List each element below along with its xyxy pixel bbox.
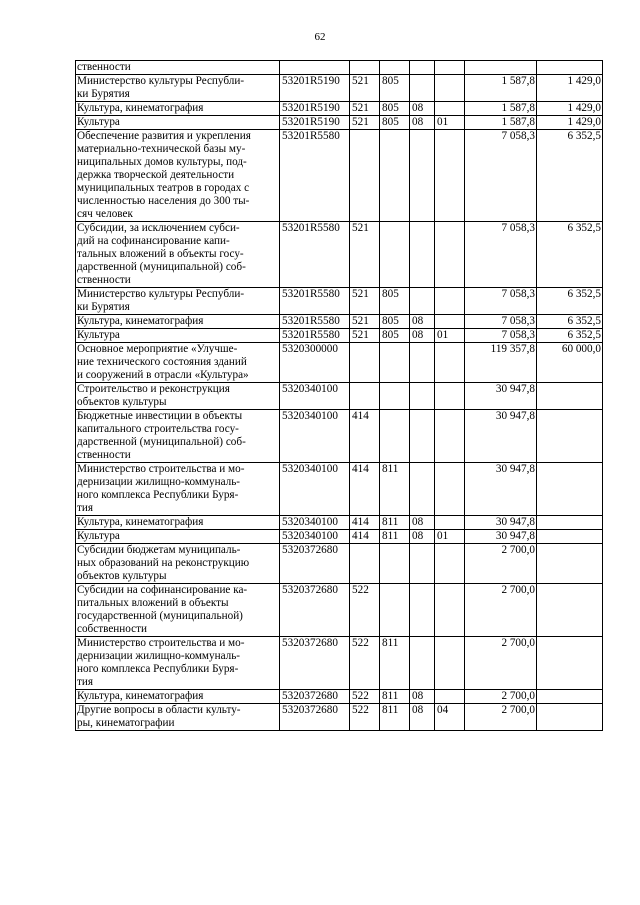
grbs-cell: 805 <box>380 329 410 343</box>
table-row <box>76 343 603 383</box>
grbs-cell: 805 <box>380 75 410 102</box>
vr-cell <box>350 544 380 584</box>
item-name-line: ние технического состояния зданий <box>77 356 247 368</box>
pr-cell <box>435 410 465 463</box>
grbs-cell <box>380 383 410 410</box>
table-row <box>76 704 603 731</box>
csr-cell: 5320372680 <box>280 690 350 704</box>
item-name-cell <box>76 463 280 516</box>
grbs-cell: 811 <box>380 463 410 516</box>
amount-cell-2: 6 352,5 <box>537 315 603 329</box>
amount-cell-2 <box>537 383 603 410</box>
pr-cell: 01 <box>435 530 465 544</box>
rz-cell <box>410 463 435 516</box>
amount-cell: 30 947,8 <box>465 410 537 463</box>
item-name-line: Министерство строительства и мо- <box>77 637 245 649</box>
amount-cell: 2 700,0 <box>465 584 537 637</box>
item-name-line: Культура <box>77 329 120 341</box>
amount-cell-2: 6 352,5 <box>537 222 603 288</box>
item-name-line: ки Бурятия <box>77 88 130 100</box>
vr-cell <box>350 383 380 410</box>
pr-cell <box>435 75 465 102</box>
pr-cell <box>435 584 465 637</box>
item-name-line: Культура, кинематография <box>77 102 204 114</box>
amount-cell: 1 587,8 <box>465 75 537 102</box>
item-name-line: дий на софинансирование капи- <box>77 235 230 247</box>
rz-cell: 08 <box>410 315 435 329</box>
rz-cell <box>410 637 435 690</box>
vr-cell: 521 <box>350 329 380 343</box>
item-name-line: Культура, кинематография <box>77 516 204 528</box>
pr-cell <box>435 102 465 116</box>
item-name-cell <box>76 690 280 704</box>
item-name-line: и сооружений в отрасли «Культура» <box>77 369 249 381</box>
item-name-line: Строительство и реконструкция <box>77 383 230 395</box>
csr-cell: 5320372680 <box>280 637 350 690</box>
item-name-cell <box>76 544 280 584</box>
vr-cell: 522 <box>350 584 380 637</box>
pr-cell: 04 <box>435 704 465 731</box>
item-name-line: дарственной (муниципальной) соб- <box>77 436 246 448</box>
rz-cell <box>410 61 435 75</box>
item-name-cell <box>76 704 280 731</box>
amount-cell: 1 587,8 <box>465 102 537 116</box>
amount-cell: 2 700,0 <box>465 704 537 731</box>
item-name-line: собственности <box>77 623 147 635</box>
vr-cell: 521 <box>350 75 380 102</box>
table-row <box>76 102 603 116</box>
amount-cell-2: 6 352,5 <box>537 329 603 343</box>
amount-cell-2: 6 352,5 <box>537 130 603 222</box>
item-name-line: ственности <box>77 449 131 461</box>
rz-cell <box>410 584 435 637</box>
amount-cell: 2 700,0 <box>465 690 537 704</box>
item-name-line: Субсидии, за исключением субси- <box>77 222 240 234</box>
item-name-line: Культура <box>77 530 120 542</box>
item-name-line: объектов культуры <box>77 570 167 582</box>
budget-table <box>75 60 603 731</box>
table-row <box>76 637 603 690</box>
amount-cell: 30 947,8 <box>465 463 537 516</box>
amount-cell-2 <box>537 516 603 530</box>
item-name-cell <box>76 288 280 315</box>
amount-cell-2 <box>537 61 603 75</box>
table-row <box>76 75 603 102</box>
table-row <box>76 130 603 222</box>
csr-cell: 5320372680 <box>280 544 350 584</box>
grbs-cell <box>380 130 410 222</box>
table-row <box>76 584 603 637</box>
amount-cell <box>465 61 537 75</box>
rz-cell <box>410 343 435 383</box>
table-row <box>76 315 603 329</box>
table-row <box>76 410 603 463</box>
table-row <box>76 61 603 75</box>
csr-cell: 53201R5580 <box>280 288 350 315</box>
item-name-line: дернизации жилищно-коммуналь- <box>77 476 241 488</box>
table-row <box>76 383 603 410</box>
table-row <box>76 116 603 130</box>
item-name-line: дарственной (муниципальной) соб- <box>77 261 246 273</box>
pr-cell <box>435 222 465 288</box>
grbs-cell: 805 <box>380 116 410 130</box>
grbs-cell: 811 <box>380 690 410 704</box>
item-name-line: Культура, кинематография <box>77 690 204 702</box>
csr-cell: 5320340100 <box>280 410 350 463</box>
amount-cell: 7 058,3 <box>465 329 537 343</box>
grbs-cell: 811 <box>380 516 410 530</box>
item-name-line: Обеспечение развития и укрепления <box>77 130 251 142</box>
item-name-line: Другие вопросы в области культу- <box>77 704 241 716</box>
csr-cell: 5320300000 <box>280 343 350 383</box>
item-name-line: Министерство культуры Республи- <box>77 288 245 300</box>
rz-cell: 08 <box>410 116 435 130</box>
rz-cell <box>410 410 435 463</box>
item-name-line: численностью населения до 300 ты- <box>77 195 250 207</box>
grbs-cell <box>380 61 410 75</box>
csr-cell: 53201R5580 <box>280 222 350 288</box>
grbs-cell <box>380 584 410 637</box>
rz-cell: 08 <box>410 704 435 731</box>
table-row <box>76 690 603 704</box>
item-name-line: Культура <box>77 116 120 128</box>
pr-cell <box>435 463 465 516</box>
amount-cell-2 <box>537 637 603 690</box>
amount-cell: 30 947,8 <box>465 530 537 544</box>
item-name-cell <box>76 383 280 410</box>
item-name-line: ного комплекса Республики Буря- <box>77 663 239 675</box>
item-name-line: Основное мероприятие «Улучше- <box>77 343 238 355</box>
item-name-cell <box>76 116 280 130</box>
rz-cell <box>410 222 435 288</box>
vr-cell: 414 <box>350 463 380 516</box>
rz-cell: 08 <box>410 530 435 544</box>
table-row <box>76 544 603 584</box>
grbs-cell <box>380 343 410 383</box>
item-name-line: Министерство строительства и мо- <box>77 463 245 475</box>
item-name-line: материально-технической базы му- <box>77 143 246 155</box>
item-name-line: объектов культуры <box>77 396 167 408</box>
item-name-line: держка творческой деятельности <box>77 169 235 181</box>
item-name-line: Культура, кинематография <box>77 315 204 327</box>
grbs-cell: 805 <box>380 102 410 116</box>
item-name-cell <box>76 75 280 102</box>
vr-cell: 522 <box>350 637 380 690</box>
item-name-cell <box>76 102 280 116</box>
pr-cell <box>435 544 465 584</box>
csr-cell: 5320340100 <box>280 530 350 544</box>
item-name-cell <box>76 584 280 637</box>
csr-cell: 5320340100 <box>280 383 350 410</box>
rz-cell: 08 <box>410 690 435 704</box>
csr-cell: 5320372680 <box>280 584 350 637</box>
vr-cell: 522 <box>350 690 380 704</box>
item-name-line: Бюджетные инвестиции в объекты <box>77 410 243 422</box>
table-row <box>76 288 603 315</box>
pr-cell <box>435 130 465 222</box>
vr-cell: 522 <box>350 704 380 731</box>
item-name-line: капитального строительства госу- <box>77 423 239 435</box>
pr-cell <box>435 315 465 329</box>
rz-cell: 08 <box>410 516 435 530</box>
amount-cell-2 <box>537 530 603 544</box>
grbs-cell: 811 <box>380 530 410 544</box>
item-name-cell <box>76 222 280 288</box>
item-name-line: тия <box>77 502 94 514</box>
amount-cell-2: 60 000,0 <box>537 343 603 383</box>
csr-cell: 53201R5580 <box>280 315 350 329</box>
grbs-cell <box>380 544 410 584</box>
table-row <box>76 530 603 544</box>
amount-cell: 2 700,0 <box>465 637 537 690</box>
item-name-cell <box>76 315 280 329</box>
rz-cell <box>410 544 435 584</box>
amount-cell: 2 700,0 <box>465 544 537 584</box>
vr-cell: 414 <box>350 530 380 544</box>
pr-cell: 01 <box>435 116 465 130</box>
item-name-line: ных образований на реконструкцию <box>77 557 250 569</box>
vr-cell: 521 <box>350 315 380 329</box>
item-name-cell <box>76 343 280 383</box>
amount-cell-2: 1 429,0 <box>537 75 603 102</box>
item-name-line: ственности <box>77 274 131 286</box>
amount-cell-2: 1 429,0 <box>537 102 603 116</box>
vr-cell <box>350 343 380 383</box>
grbs-cell: 811 <box>380 704 410 731</box>
rz-cell <box>410 130 435 222</box>
item-name-line: ного комплекса Республики Буря- <box>77 489 239 501</box>
amount-cell: 1 587,8 <box>465 116 537 130</box>
csr-cell: 53201R5190 <box>280 102 350 116</box>
table-row <box>76 329 603 343</box>
item-name-line: тальных вложений в объекты госу- <box>77 248 244 260</box>
item-name-cell <box>76 61 280 75</box>
grbs-cell <box>380 222 410 288</box>
amount-cell-2: 6 352,5 <box>537 288 603 315</box>
item-name-cell <box>76 516 280 530</box>
table-row <box>76 222 603 288</box>
csr-cell <box>280 61 350 75</box>
pr-cell <box>435 516 465 530</box>
csr-cell: 53201R5580 <box>280 329 350 343</box>
pr-cell <box>435 690 465 704</box>
amount-cell-2 <box>537 463 603 516</box>
amount-cell-2 <box>537 544 603 584</box>
pr-cell <box>435 637 465 690</box>
item-name-line: ниципальных домов культуры, под- <box>77 156 247 168</box>
vr-cell: 521 <box>350 102 380 116</box>
amount-cell: 7 058,3 <box>465 222 537 288</box>
amount-cell: 119 357,8 <box>465 343 537 383</box>
item-name-line: сяч человек <box>77 208 133 220</box>
amount-cell: 7 058,3 <box>465 315 537 329</box>
item-name-line: ки Бурятия <box>77 301 130 313</box>
vr-cell <box>350 130 380 222</box>
item-name-line: ственности <box>77 61 131 73</box>
amount-cell-2 <box>537 410 603 463</box>
vr-cell: 521 <box>350 222 380 288</box>
amount-cell: 7 058,3 <box>465 288 537 315</box>
grbs-cell <box>380 410 410 463</box>
page-number: 62 <box>314 31 326 43</box>
item-name-line: тия <box>77 676 94 688</box>
csr-cell: 53201R5190 <box>280 116 350 130</box>
vr-cell: 414 <box>350 516 380 530</box>
item-name-line: ры, кинематографии <box>77 717 175 729</box>
csr-cell: 5320372680 <box>280 704 350 731</box>
item-name-cell <box>76 637 280 690</box>
table-row <box>76 463 603 516</box>
rz-cell <box>410 75 435 102</box>
amount-cell-2 <box>537 584 603 637</box>
grbs-cell: 805 <box>380 288 410 315</box>
grbs-cell: 805 <box>380 315 410 329</box>
rz-cell <box>410 383 435 410</box>
amount-cell: 30 947,8 <box>465 383 537 410</box>
amount-cell: 7 058,3 <box>465 130 537 222</box>
amount-cell-2 <box>537 690 603 704</box>
amount-cell-2 <box>537 704 603 731</box>
rz-cell: 08 <box>410 329 435 343</box>
csr-cell: 5320340100 <box>280 463 350 516</box>
item-name-line: Субсидии бюджетам муниципаль- <box>77 544 241 556</box>
pr-cell <box>435 288 465 315</box>
vr-cell: 521 <box>350 288 380 315</box>
rz-cell <box>410 288 435 315</box>
item-name-line: муниципальных театров в городах с <box>77 182 250 194</box>
rz-cell: 08 <box>410 102 435 116</box>
pr-cell <box>435 383 465 410</box>
budget-table-body <box>76 61 603 731</box>
item-name-cell <box>76 329 280 343</box>
csr-cell: 5320340100 <box>280 516 350 530</box>
grbs-cell: 811 <box>380 637 410 690</box>
pr-cell <box>435 61 465 75</box>
item-name-line: дернизации жилищно-коммуналь- <box>77 650 241 662</box>
amount-cell: 30 947,8 <box>465 516 537 530</box>
item-name-line: Субсидии на софинансирование ка- <box>77 584 248 596</box>
item-name-cell <box>76 530 280 544</box>
item-name-cell <box>76 130 280 222</box>
pr-cell: 01 <box>435 329 465 343</box>
item-name-cell <box>76 410 280 463</box>
vr-cell: 414 <box>350 410 380 463</box>
pr-cell <box>435 343 465 383</box>
amount-cell-2: 1 429,0 <box>537 116 603 130</box>
vr-cell: 521 <box>350 116 380 130</box>
item-name-line: государственной (муниципальной) <box>77 610 243 622</box>
item-name-line: питальных вложений в объекты <box>77 597 229 609</box>
item-name-line: Министерство культуры Республи- <box>77 75 245 87</box>
csr-cell: 53201R5190 <box>280 75 350 102</box>
vr-cell <box>350 61 380 75</box>
csr-cell: 53201R5580 <box>280 130 350 222</box>
table-row <box>76 516 603 530</box>
